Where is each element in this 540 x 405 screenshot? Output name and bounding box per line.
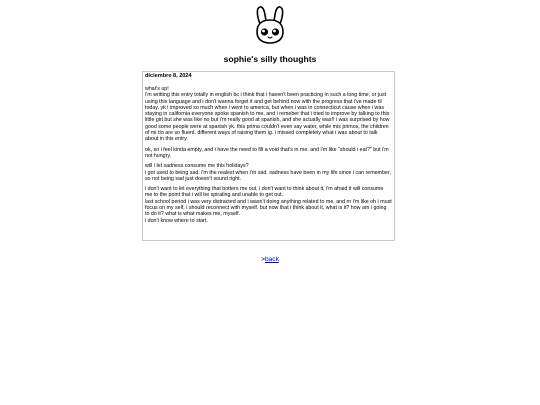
bunny-icon xyxy=(251,4,289,46)
back-prefix: > xyxy=(261,256,265,263)
back-link[interactable]: back xyxy=(264,256,279,263)
site-logo xyxy=(251,4,289,46)
entry-paragraph: ok, so i feel kinda empty, and i have the need to fill a void that's in me. and i'm like "should i eat?" but i'm not hungry. xyxy=(145,146,389,159)
entry-paragraph: will i let sadness consume me this holidays? i got used to being sad. i'm the realest when i'm sad. sadness have been in my life since i can remember, so not being sad just doesn't sound right. xyxy=(145,163,391,182)
entry-date: diciembre 8, 2024 xyxy=(145,73,192,79)
entry-paragraph: i don't want to let everything that botters me out, i don't want to think about it, i'm afraid it will consume me to the point that i will be spiraling and unable to get out. last school period i was very distracted and i wasn't doing anything related to me. and rn i'm like oh i must focus on my self, i should reconnect with myself. but now that i think about it, what is it? how am i going to do it? what is what makes me, myself. i don't know where to start. xyxy=(145,186,392,224)
entry-scroll-box[interactable] xyxy=(142,71,395,241)
back-nav xyxy=(0,256,540,263)
entry-paragraph: what's up! i'm writting this entry totally in english bc i think that i haven't been practicing in such a long time, or just using this language and i don't wanna forget it and get behind now with the progress that i've made til today. yk i improved so much when i went to america, but when i was in connecticut cause when i was staying in california everyone spoke spanish to me, and i remeber that i tried to improve by talking to this little girl but she was like no but i'm really good at spanish, and she actually was!! i was surprised by how good some people were at spanish yk. this prima couldn't even say water, while mis primos, the children of mi tío are so fluent. different ways of raising them ig. i missed completely what i was about to talk about in this entry. xyxy=(145,86,390,143)
site-title: sophie's silly thoughts xyxy=(223,54,317,64)
